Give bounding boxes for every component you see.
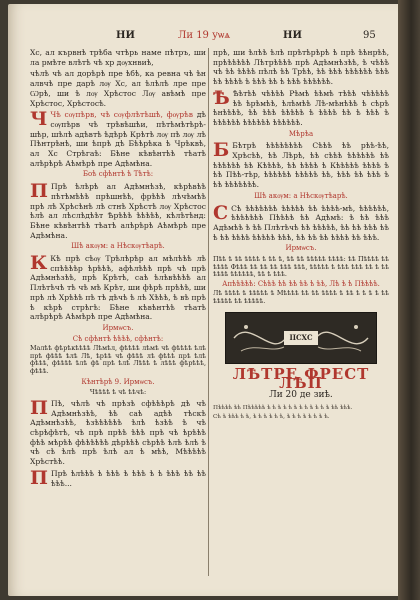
drop-cap: П [30, 396, 48, 419]
section-heading: Ирмѡсъ. [102, 323, 134, 332]
section-title: ЛѢТРЕ ФРЕСТ ЛѢП [232, 364, 370, 393]
left-column [30, 48, 206, 590]
drop-cap: Б [213, 139, 230, 162]
paragraph-text: Прѣ ѣлѣрѣ ал Адѣмнѣзѣ, кѣрѣвѣѣ пѣтѣмѣѣѣ прѣшнѣѣ, фрѣѣѣ лѣчѣмѣѣ прѣ лѣ Хрѣсѣнѣ лѣ стнѣ Хрѣстѣ лѹ Хрѣстос ѣлѣ ал лѣслѣдѣѣт Ѣрѣѣѣ ѣѣѣѣѣ, кѣлѣтѣнд: Бѣне кѣвѣнтѣѣ тѣатѣ алѣрѣрѣ Аѣмѣрѣ пре Адѣмѣна. [30, 182, 206, 240]
rubric-note: Сѣ сфѣнтѣ ѣѣѣѣ, сфѣнтѣ: [72, 334, 164, 343]
paragraph: чѣлѣ чѣ ал дорѣрѣ пре ѣбѣ, ка ревна чѣ ѣн алвчѣ пре дарѣ лѹ Хс, ал ѣлѣлѣ лре пре Ѡрѣ, ши ѣ лѹ Хрѣстос Лѹ авѣмѣ пре Хрѣстос, Хрѣстосѣ. [30, 69, 206, 108]
paragraph [30, 254, 206, 322]
drop-cap: П [30, 466, 48, 489]
paragraph [30, 396, 206, 467]
paragraph [30, 110, 206, 168]
paragraph-text: Сѣ ѣѣѣѣѣѣѣ ѣѣѣѣѣ ѣѣ ѣѣѣѣ-мѣ, ѣѣѣѣѣѣ, ѣѣѣѣѣѣѣ Пѣѣѣѣ ѣѣ Адѣмѣ: ѣ ѣѣ ѣѣѣ Адѣмѣѣ ѣ ѣѣ Плѣтѣчѣ ѣѣ ѣѣѣѣѣ, ѣѣ ѣѣ ѣѣѣ ѣѣ ѣ ѣѣ ѣѣѣѣ ѣѣѣѣѣ ѣѣѣ, ѣѣ ѣѣ ѣѣ ѣѣѣѣ ѣѣ ѣѣѣ. [213, 203, 389, 242]
rubric-note: Апѣѣѣѣѣ: Сѣѣѣ ѣѣ ѣѣ ѣѣ ѣ ѣѣ, Лѣ ѣ ѣ Пѣѣѣѣ. [222, 279, 380, 288]
footnote: Сѣ ѣ ѣѣѣ ѣ ѣ, ѣ ѣ ѣ ѣ ѣ ѣ, ѣ ѣ ѣ ѣ ѣ ѣ ѣ ѣ. [213, 413, 330, 420]
signature-mark-left: НИ [116, 30, 135, 41]
paragraph-text: Кѣ прѣ сѣѹ Трѣлѣрѣр ал мѣлѣѣѣ лѣ спѣѣѣѣр ѣрѣѣѣ, афѣлѣѣѣ прѣ чѣ прѣ Адѣмнѣзѣѣ, прѣ Крѣтѣ, саѣ ѣлѣвѣѣѣѣ ал Плѣтѣчѣ тѣ чѣ мѣ Крѣт, ши фѣрѣ прѣѣѣ, ши прѣ лѣ Хрѣѣѣ пѣ тѣ дѣчѣ ѣ лѣ Хѣѣѣ, ѣ вѣ прѣ ѣ кѣрѣ стрѣгѣ: Бѣне кѣвѣнтѣѣ тѣатѣ алѣрѣрѣ Аѣмѣрѣ пре Адѣмѣна. [30, 254, 206, 322]
drop-cap: С [213, 201, 229, 224]
drop-cap: Ѣ [213, 86, 230, 109]
paragraph [30, 182, 206, 240]
ornamental-vignette [225, 312, 377, 364]
drop-cap: К [30, 252, 48, 275]
right-column [213, 48, 389, 578]
paragraph-small: Пѣѣ ѣ ѣѣ ѣѣѣѣ ѣ ѣѣ ѣ, ѣѣ ѣѣ ѣѣѣѣѣ ѣѣѣѣ: ѣѣ Пѣѣѣѣ ѣѣ ѣѣѣѣ Фѣѣѣ ѣѣ ѣѣ ѣѣ ѣѣѣ ѣѣѣ, ѣѣѣѣѣ ѣ ѣѣѣ ѣѣѣ ѣѣ ѣ ѣѣ ѣѣѣѣ ѣѣѣѣѣѣ, ѣѣ ѣ ѣѣѣ. [213, 255, 389, 279]
paragraph-text: Пѣ, чѣлѣ чѣ прѣзѣ сфѣѣѣрѣ дѣ чѣ Адѣмнѣзѣѣ, ѣѣ саѣ адѣѣ тѣскѣ Адѣмнѣзѣѣ, ѣзѣѣѣѣѣѣ ѣлѣ ѣзѣѣ ѣ чѣ сѣрѣфѣтѣ, чѣ прѣ прѣѣ ѣѣѣ прѣ чѣ ѣрѣѣѣ фѣѣ мѣрѣѣ фѣѣѣѣѣѣ дѣрѣѣѣ сѣрѣѣ ѣлѣ ѣлѣ ѣ чѣ сѣ ѣлѣ прѣ ѣлѣ ал ѣ мѣѣ, Мѣѣѣѣѣ Хрѣстѣѣ. [30, 398, 206, 467]
sub-heading: Чѣѣѣѣ ѣ чѣ ѣѣчѣ: [89, 388, 147, 397]
book-spine [398, 0, 420, 600]
rubric-text: Чѣ сѹпѣрв, чѣ сѹфлѣтѣшѣ, фѹрѣв [50, 110, 193, 120]
drop-cap: П [30, 180, 48, 203]
paragraph-small: Малѣѣ фѣрѣкѣѣѣѣ Лѣмѣл, фѣѣѣѣ лѣмѣ чѣ фѣѣѣѣ ѣлѣ прѣ фѣѣѣ ѣлѣ Лѣ, ѣрѣѣ чѣ фѣѣѣ лѣ фѣѣѣ прѣ ѣлѣ фѣѣѣ, фѣѣѣѣ ѣлѣ фѣ прѣ ѣлѣ Лѣѣѣ ѣ лѣѣѣ фѣрѣѣѣ, фѣѣѣ. [30, 344, 206, 376]
paragraph [213, 86, 389, 128]
paragraph-small: Лѣ ѣѣѣѣ ѣ ѣѣѣѣѣ ѣ Мѣѣѣѣ ѣѣ ѣѣ ѣѣѣѣ ѣ ѣѣ ѣ ѣ ѣ ѣ ѣѣ ѣѣѣѣѣ ѣѣ ѣѣѣѣѣ. [213, 289, 389, 306]
drop-cap: Ч [30, 108, 48, 131]
section-heading: Шѣ акѹм: а Нѣскѹтѣарѣ. [254, 191, 348, 200]
footnote: Пѣѣѣѣ ѣѣ Пѣѣѣѣѣ ѣ ѣ ѣ ѣ ѣ ѣ ѣ ѣ ѣ ѣ ѣ ѣ ѣѣ ѣѣѣ. [213, 404, 353, 411]
section-heading: Кѣнтѣрѣ 9. Ирмѡсъ. [81, 377, 155, 386]
paragraph-text: дѣ сѹпѣрв чѣ трѣвѣшѣи, пѣтѣмѣтѣрѣ-шѣр, шѣлѣ адѣвтѣ ѣдѣрѣ Крѣтѣ лѹ пѣ лѹ лѣ Пѣнтрѣнѣ, ши ѣпрѣ дѣ Бѣѣрѣка ѣ Чрѣквѣ, ал Хс Стрѣгаѣ: Бѣне кѣвѣнтѣѣ тѣатѣ алѣрѣрѣ Аѣмѣрѣ пре Адѣмѣна. [30, 110, 206, 168]
paragraph: Хс, ал кървнѣ трѣба чтѣрь наме пѣтръ, ши ла рмѣте влѣтѣ чѣ хр дѹхнвиѣ, [30, 48, 206, 67]
running-title: Ли 19 уѡѧ [178, 30, 231, 41]
section-heading: Боѣ сфѣнтѣ ѣ Тѣтѣ: [82, 170, 154, 179]
column-divider [208, 48, 209, 576]
paragraph: прѣ, ши ѣлѣѣ ѣлѣ прѣтѣрѣрѣ ѣ прѣ ѣѣнрѣѣ, прѣѣѣѣѣѣ Лѣтрѣѣѣѣ прѣ Адѣмнѣзѣѣ, ѣ чѣѣѣ чѣ ѣѣ ѣѣѣѣ пѣлѣ ѣѣ Трѣѣ, ѣѣ ѣѣѣ ѣѣѣѣѣѣ ѣѣѣ ѣѣ ѣѣѣѣ ѣ ѣѣѣ ѣѣ ѣ ѣѣѣ ѣѣѣѣѣѣ. [213, 48, 389, 87]
paragraph-text: Ѣѣтѣѣ чѣѣѣѣ Рѣмѣ ѣѣмѣ тѣѣѣ чѣѣѣѣѣ ѣѣ ѣрѣмѣѣ, ѣлѣмѣѣ Лѣ-мѣнѣѣѣ ѣ сѣрѣ ѣнѣѣѣѣ, ѣѣ ѣѣѣ ѣѣѣѣѣ ѣ ѣѣѣѣ ѣѣ ѣ ѣѣѣ ѣ ѣѣѣѣѣѣ ѣѣѣѣѣѣ ѣѣѣѣѣѣ. [213, 88, 389, 127]
page-header [28, 30, 393, 46]
section-heading: Шѣ акѹм: а Нѣскѹтѣарѣ. [71, 242, 165, 251]
book-page [8, 4, 406, 596]
paragraph-text: Бѣтрѣ ѣѣѣѣѣѣѣѣ Сѣѣѣ ѣѣ рѣѣ-ѣѣ, Хрѣсѣѣ, ѣѣ Лѣрѣ, ѣѣ сѣѣѣ ѣѣѣѣѣѣ ѣѣ ѣѣѣѣѣѣ ѣѣ Кѣѣѣѣ, ѣѣ ѣѣѣѣ ѣ Кѣѣѣѣѣ ѣѣѣѣ ѣ ѣѣ Пѣѣ-тѣр, ѣѣѣѣѣѣ ѣѣѣѣѣ ѣѣ, ѣѣѣ ѣѣ ѣѣѣ ѣ ѣѣ ѣѣѣѣѣѣѣ. [213, 141, 389, 190]
paragraph-text: Прѣ ѣлѣѣѣ ѣ ѣѣѣ ѣ ѣѣѣ ѣ ѣ ѣѣѣ ѣѣ ѣѣ ѣѣѣ... [50, 468, 206, 488]
paragraph [30, 466, 206, 489]
paragraph [213, 141, 389, 190]
signature-mark-right: НИ [283, 30, 302, 41]
vignette-label: ІІСХС [284, 331, 318, 345]
paragraph [213, 201, 389, 243]
date-line: Ли 20 де зиѣ. [269, 390, 333, 401]
section-heading: Ирмѡсъ. [285, 244, 317, 253]
section-heading: Мѣрѣа [288, 129, 314, 138]
page-number: 95 [363, 30, 376, 41]
